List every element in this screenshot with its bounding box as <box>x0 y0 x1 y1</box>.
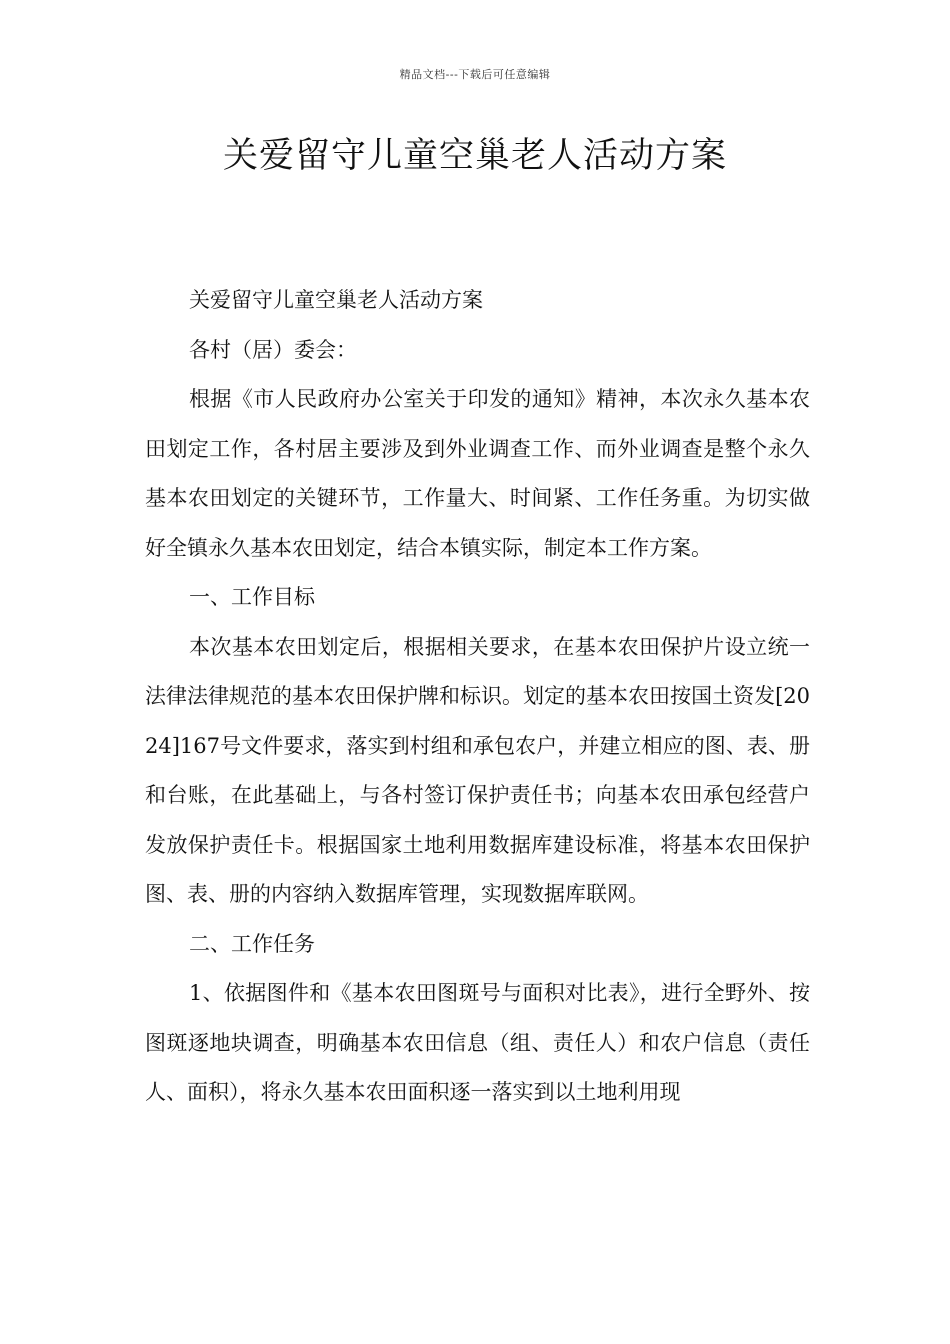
section-heading-tasks: 二、工作任务 <box>189 931 315 956</box>
body-paragraph: 1、依据图件和《基本农田图斑号与面积对比表》，进行全野外、按图斑逐地块调查，明确基本农田信息（组、责任人）和农户信息（责任人、面积），将永久基本农田面积逐一落实到以土地利用现 <box>145 981 810 1104</box>
document-body <box>145 276 810 1118</box>
document-title: 关爱留守儿童空巢老人活动方案 <box>222 136 727 176</box>
section-heading-goals: 一、工作目标 <box>189 585 315 609</box>
body-paragraph: 根据《市人民政府办公室关于印发的通知》精神，本次永久基本农田划定工作，各村居主要涉及到外业调查工作、而外业调查是整个永久基本农田划定的关键环节，工作量大、时间紧、工作任务重。为切实做好全镇永久基本农田划定，结合本镇实际，制定本工作方案。 <box>145 387 810 560</box>
header-note: 精品文档---下载后可任意编辑 <box>399 68 551 81</box>
body-paragraph: 本次基本农田划定后，根据相关要求，在基本农田保护片设立统一法律法律规范的基本农田保护牌和标识。划定的基本农田按国土资发[2024]167号文件要求，落实到村组和承包农户，并建立相应的图、表、册和台账，在此基础上，与各村签订保护责任书；向基本农田承包经营户发放保护责任卡。根据国家土地利用数据库建设标准，将基本农田保护图、表、册的内容纳入数据库管理，实现数据库联网。 <box>145 634 810 906</box>
body-subtitle: 关爱留守儿童空巢老人活动方案 <box>189 288 483 312</box>
body-salutation: 各村（居）委会： <box>189 337 357 362</box>
